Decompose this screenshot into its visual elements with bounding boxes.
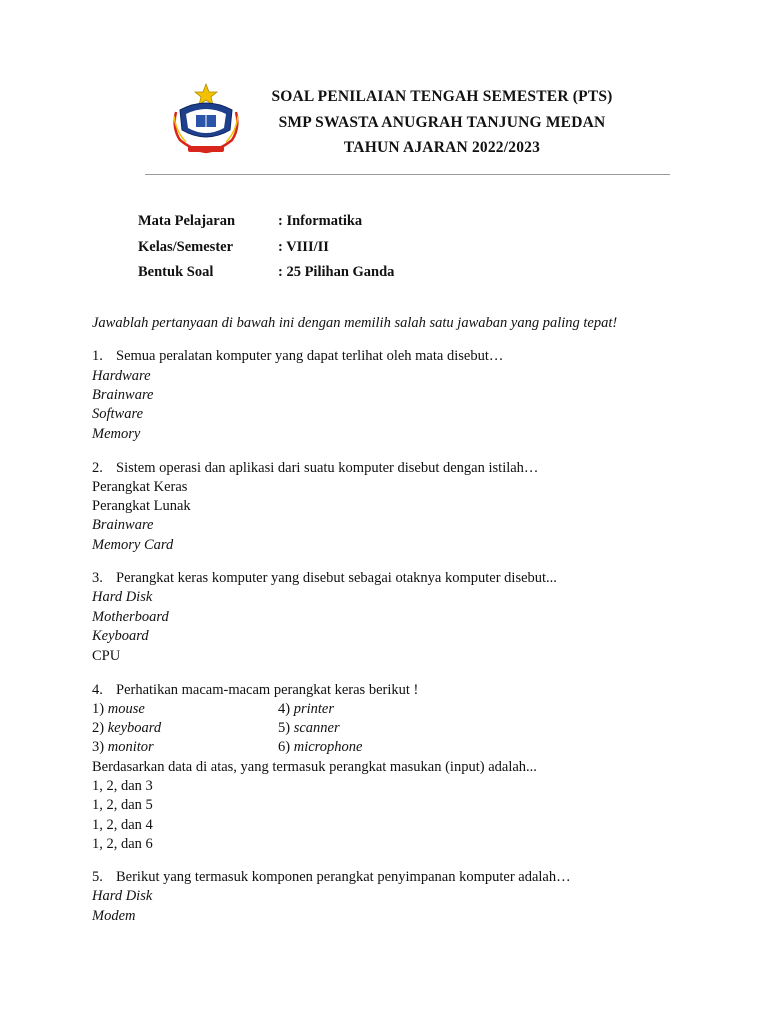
option: Brainware (92, 517, 154, 533)
list-number: 1) (92, 701, 105, 717)
list-row (278, 720, 340, 737)
question-1 (92, 348, 503, 365)
option: 1, 2, dan 4 (92, 817, 153, 833)
list-number: 4) (278, 701, 291, 717)
question-3 (92, 570, 557, 587)
option: Perangkat Lunak (92, 498, 191, 514)
list-number: 3) (92, 739, 105, 755)
list-number: 2) (92, 720, 105, 736)
header-line-3: TAHUN AJARAN 2022/2023 (343, 139, 541, 156)
question-number: 5. (92, 869, 103, 885)
option: Brainware (92, 387, 154, 403)
info-label: Mata Pelajaran (138, 213, 236, 229)
question-number: 4. (92, 682, 103, 698)
option: Memory Card (92, 537, 174, 553)
question-number: 1. (92, 348, 103, 364)
list-row (278, 739, 362, 756)
info-label: Kelas/Semester (138, 239, 234, 255)
list-item: mouse (107, 701, 145, 717)
question-2 (92, 460, 538, 477)
option: Hard Disk (92, 589, 153, 605)
info-value: : VIII/II (278, 239, 329, 255)
list-item: monitor (107, 739, 154, 755)
option: Memory (92, 426, 141, 442)
list-item: keyboard (107, 720, 162, 736)
option: Perangkat Keras (92, 479, 188, 495)
option: Hardware (92, 368, 151, 384)
question-5 (92, 869, 571, 886)
list-item: scanner (293, 720, 340, 736)
header-line-1: SOAL PENILAIAN TENGAH SEMESTER (PTS) (271, 88, 613, 105)
option: Motherboard (92, 609, 169, 625)
question-followup: Berdasarkan data di atas, yang termasuk perangkat masukan (input) adalah... (92, 759, 537, 775)
option: Hard Disk (92, 888, 153, 904)
option: CPU (92, 648, 121, 664)
info-value: : 25 Pilihan Ganda (278, 264, 395, 280)
school-logo-icon (170, 82, 242, 160)
list-row (92, 720, 161, 737)
question-4 (92, 682, 418, 699)
option: Software (92, 406, 144, 422)
info-value: : Informatika (278, 213, 363, 229)
list-row (92, 739, 154, 756)
question-text: Sistem operasi dan aplikasi dari suatu komputer disebut dengan istilah… (116, 460, 539, 476)
option: 1, 2, dan 6 (92, 836, 153, 852)
option: Keyboard (92, 628, 149, 644)
question-number: 3. (92, 570, 103, 586)
list-item: printer (293, 701, 334, 717)
header-line-2: SMP SWASTA ANUGRAH TANJUNG MEDAN (278, 114, 606, 131)
list-number: 6) (278, 739, 291, 755)
question-text: Berikut yang termasuk komponen perangkat penyimpanan komputer adalah… (116, 869, 571, 885)
option: 1, 2, dan 3 (92, 778, 153, 794)
list-row (278, 701, 334, 718)
question-text: Perangkat keras komputer yang disebut sebagai otaknya komputer disebut... (116, 570, 557, 586)
header-divider (145, 174, 670, 175)
list-item: microphone (293, 739, 363, 755)
list-row (92, 701, 145, 718)
option: Modem (92, 908, 136, 924)
option: 1, 2, dan 5 (92, 797, 153, 813)
question-text: Semua peralatan komputer yang dapat terlihat oleh mata disebut… (116, 348, 504, 364)
question-number: 2. (92, 460, 103, 476)
info-label: Bentuk Soal (138, 264, 214, 280)
list-number: 5) (278, 720, 291, 736)
instruction-text: Jawablah pertanyaan di bawah ini dengan memilih salah satu jawaban yang paling tepat! (92, 315, 618, 331)
question-text: Perhatikan macam-macam perangkat keras berikut ! (116, 682, 419, 698)
